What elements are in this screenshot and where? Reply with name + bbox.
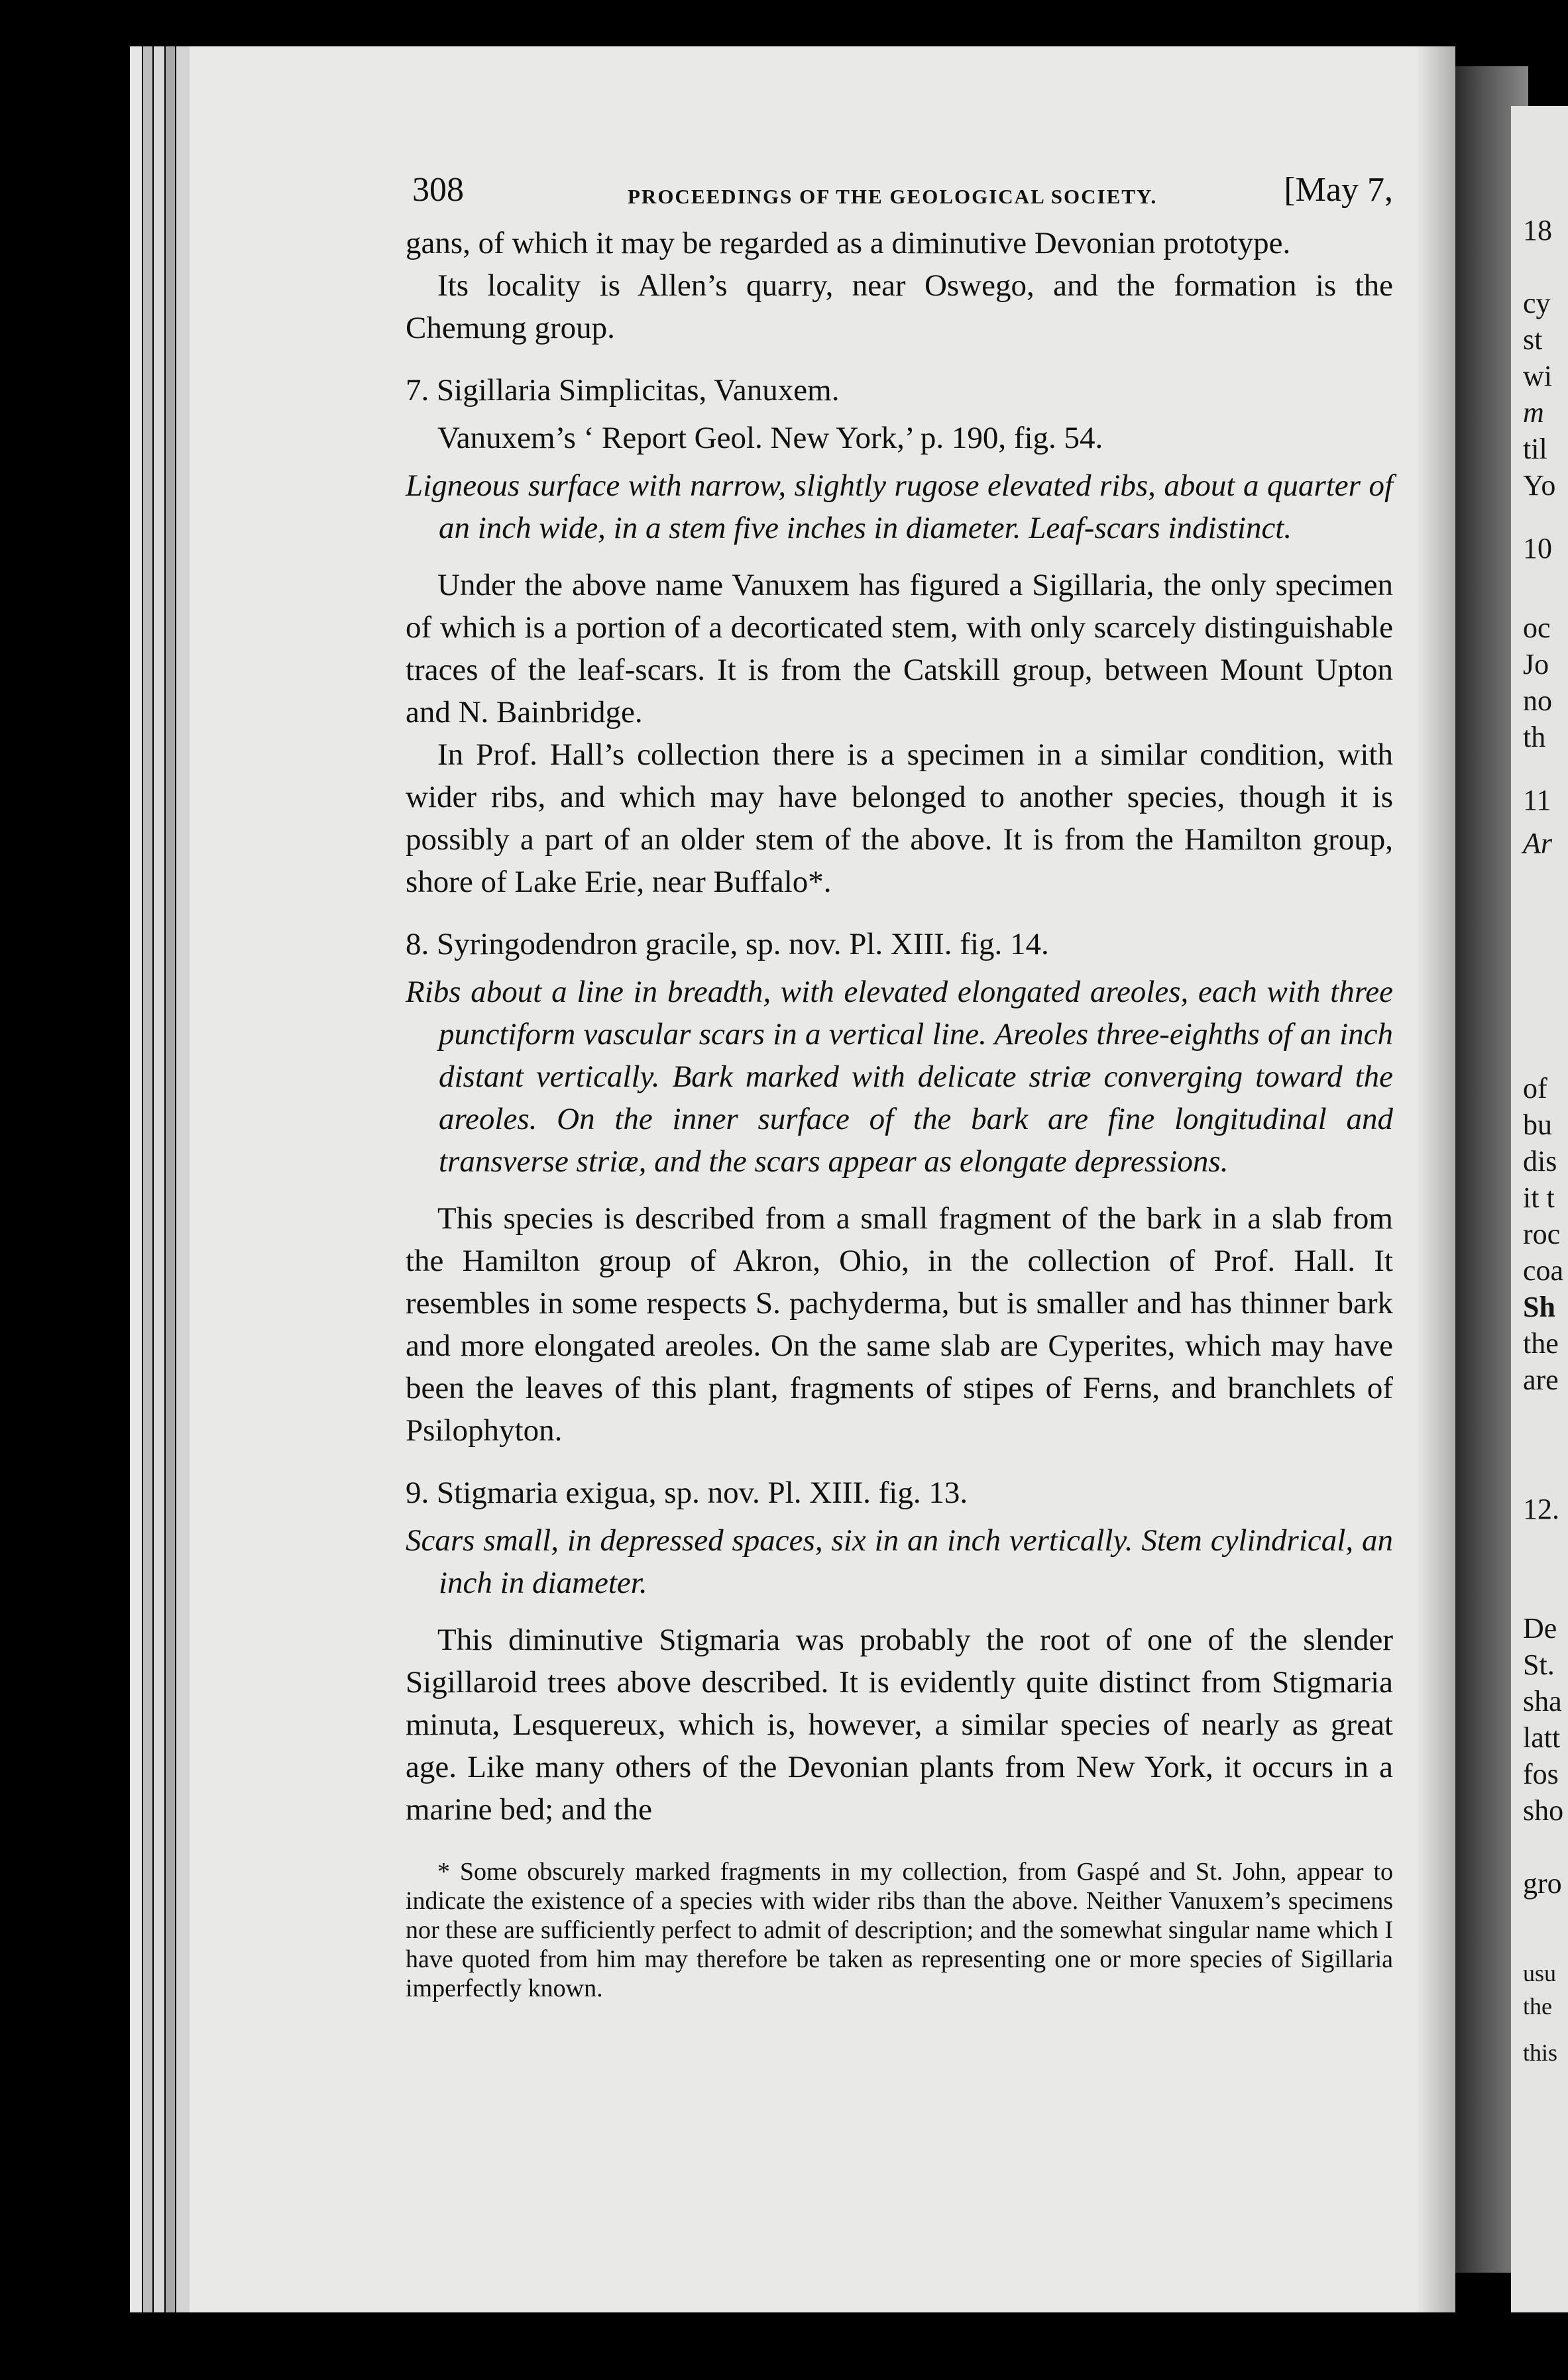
footnote: * Some obscurely marked fragments in my collection, from Gaspé and St. John, appear to indicate the existence of a species with wider ribs than the above. Neither Vanuxem’s specimens nor these are sufficiently perfect to admit of description; and the somewhat singular name which I have quoted from him may therefore be taken as representing one or more species of Sigillaria imperfectly known.: [406, 1858, 1393, 2002]
facing-line: 11: [1523, 784, 1551, 816]
facing-line: gro: [1523, 1867, 1562, 1900]
species-heading: 8. Syringodendron gracile, sp. nov. Pl. XIII. fig. 14.: [406, 927, 1049, 961]
facing-page-fragment: [1511, 106, 1568, 2312]
facing-line: latt: [1523, 1721, 1561, 1754]
facing-line: st: [1523, 323, 1543, 356]
facing-line: are: [1523, 1364, 1559, 1396]
facing-line: no: [1523, 684, 1552, 717]
facing-line: dis: [1523, 1145, 1557, 1177]
facing-line: St.: [1523, 1649, 1555, 1681]
facing-line: sha: [1523, 1685, 1562, 1717]
facing-line: Sh: [1523, 1291, 1555, 1323]
running-title: PROCEEDINGS OF THE GEOLOGICAL SOCIETY.: [628, 185, 1158, 208]
page-edge: [176, 46, 190, 2312]
facing-line: til: [1523, 433, 1547, 465]
page-edge: [154, 46, 164, 2312]
facing-line: it t: [1523, 1181, 1555, 1214]
paragraph: In Prof. Hall’s collection there is a specimen in a similar condition, with wider ribs, and which may have belonged to another species, though it is possibly a part of an older stem of the above. It is from the Hamilton group, shore of Lake Erie, near Buffalo*.: [406, 737, 1393, 899]
facing-line: coa: [1523, 1254, 1564, 1287]
facing-line: Yo: [1523, 469, 1556, 502]
facing-line: 18: [1523, 214, 1552, 246]
paragraph: This species is described from a small fragment of the bark in a slab from the Hamilton group of Akron, Ohio, in the collection of Prof. Hall. It resembles in some respects S. pachyderma, but is smaller and has thinner bark and more elongated areoles. On the same slab are Cyperites, which may have been the leaves of this plant, fragments of stipes of Ferns, and branchlets of Psilophyton.: [406, 1201, 1393, 1448]
facing-line: De: [1523, 1612, 1557, 1645]
facing-line: roc: [1523, 1218, 1561, 1250]
facing-line: Ar: [1523, 827, 1552, 859]
paragraph: Under the above name Vanuxem has figured a Sigillaria, the only specimen of which is a portion of a decorticated stem, with only scarcely distinguishable traces of the leaf-scars. It is from the Catskill group, between Mount Upton and N. Bainbridge.: [406, 568, 1393, 730]
page-number: 308: [412, 171, 464, 209]
page-edge: [130, 46, 142, 2312]
species-diagnosis: Ligneous surface with narrow, slightly rugose elevated ribs, about a quarter of an inch wide, in a stem five inches in diameter. Leaf-scars indistinct.: [406, 468, 1393, 545]
facing-line: wi: [1523, 360, 1552, 392]
facing-line: th: [1523, 721, 1546, 753]
facing-line: the: [1523, 1993, 1552, 2020]
facing-line: oc: [1523, 612, 1551, 644]
facing-line: m: [1523, 396, 1544, 429]
facing-line: 12.: [1523, 1493, 1559, 1525]
species-diagnosis: Scars small, in depressed spaces, six in an inch vertically. Stem cylindrical, an inch in diameter.: [406, 1523, 1393, 1600]
facing-line: cy: [1523, 287, 1551, 319]
facing-line: of: [1523, 1072, 1547, 1105]
species-heading: 7. Sigillaria Simplicitas, Vanuxem.: [406, 373, 840, 407]
page-edge: [166, 46, 175, 2312]
reference: Vanuxem’s ‘ Report Geol. New York,’ p. 190, fig. 54.: [437, 421, 1103, 455]
facing-line: bu: [1523, 1109, 1552, 1141]
paragraph: This diminutive Stigmaria was probably the root of one of the slender Sigillaroid trees above described. It is evidently quite distinct from Stigmaria minuta, Lesquereux, which is, however, a similar species of nearly as great age. Like many others of the Devonian plants from New York, it occurs in a marine bed; and the: [406, 1623, 1393, 1827]
paragraph: Its locality is Allen’s quarry, near Oswego, and the formation is the Chemung group.: [406, 268, 1393, 345]
facing-line: 10: [1523, 532, 1552, 565]
page-edge: [143, 46, 152, 2312]
species-diagnosis: Ribs about a line in breadth, with elevated elongated areoles, each with three punctiform vascular scars in a vertical line. Areoles three-eighths of an inch distant vertically. Bark marked with delicate striæ converging toward the areoles. On the inner surface of the bark are fine longitudinal and transverse striæ, and the scars appear as elongate depressions.: [406, 975, 1393, 1179]
facing-line: Jo: [1523, 648, 1549, 680]
facing-line: fos: [1523, 1758, 1559, 1790]
facing-line: sho: [1523, 1794, 1564, 1827]
facing-line: usu: [1523, 1960, 1557, 1986]
running-date: [May 7,: [1284, 171, 1393, 209]
species-heading: 9. Stigmaria exigua, sp. nov. Pl. XIII. fig. 13.: [406, 1476, 968, 1510]
running-head: [406, 169, 1393, 222]
paragraph: gans, of which it may be regarded as a diminutive Devonian prototype.: [406, 226, 1291, 260]
page-text-block: [406, 169, 1393, 2003]
facing-line: this: [1523, 2039, 1558, 2066]
facing-line: the: [1523, 1327, 1559, 1360]
